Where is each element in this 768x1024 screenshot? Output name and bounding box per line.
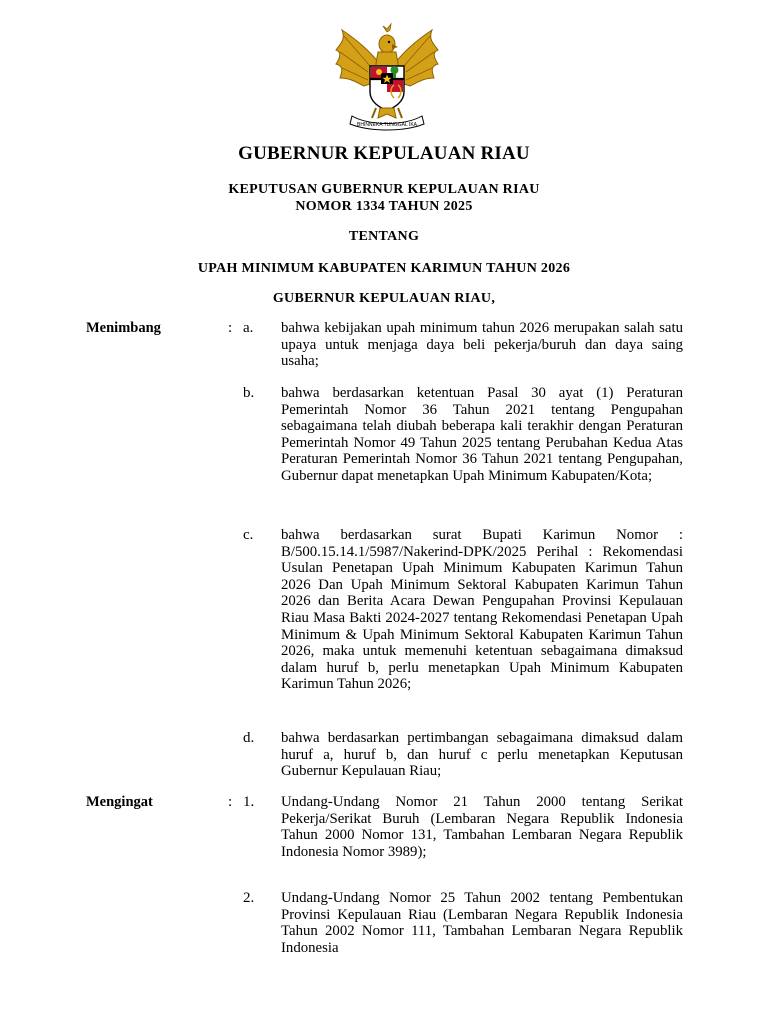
mengingat-item-1: Undang-Undang Nomor 21 Tahun 2000 tentang Serikat Pekerja/Serikat Buruh (Lembaran Negara Republik Indonesia Tahun 2000 Nomor 131, Tambahan Lembaran Negara Republik Indonesia Nomor 3989); — [281, 794, 683, 860]
issuer-line: GUBERNUR KEPULAUAN RIAU, — [272, 291, 496, 306]
mengingat-item-2: Undang-Undang Nomor 25 Tahun 2002 tentang Pembentukan Provinsi Kepulauan Riau (Lembaran Negara Republik Indonesia Tahun 2002 Nomor 111, Tambahan Lembaran Negara Republik Indonesia — [281, 890, 683, 956]
menimbang-marker-d: d. — [243, 730, 255, 746]
menimbang-marker-c: c. — [243, 527, 254, 543]
menimbang-item-d: bahwa berdasarkan pertimbangan sebagaimana dimaksud dalam huruf a, huruf b, dan huruf c perlu menetapkan Keputusan Gubernur Kepulauan Riau; — [281, 730, 683, 780]
mengingat-marker-2: 2. — [243, 890, 255, 906]
garuda-emblem-icon — [330, 22, 444, 134]
mengingat-label: Mengingat — [86, 794, 153, 810]
menimbang-label: Menimbang — [86, 320, 161, 336]
menimbang-marker-a: a. — [243, 320, 254, 336]
governor-title: GUBERNUR KEPULAUAN RIAU — [238, 143, 530, 164]
decree-subject: UPAH MINIMUM KABUPATEN KARIMUN TAHUN 2026 — [197, 261, 571, 276]
menimbang-item-c: bahwa berdasarkan surat Bupati Karimun Nomor : B/500.15.14.1/5987/Nakerind-DPK/2025 Perihal : Rekomendasi Usulan Penetapan Upah Minimum Kabupaten Karimun Tahun 2026 Dan Upah Minimum Sektoral Kabupaten Karimun Tahun 2026 dan Berita Acara Dewan Pengupahan Provinsi Kepulauan Riau Masa Bakti 2024-2027 tentang Rekomendasi Penetapan Upah Minimum & Upah Minimum Sektoral Kabupaten Karimun Tahun 2026, maka untuk memenuhi ketentuan sebagaimana dimaksud dalam huruf b, perlu menetapkan Upah Minimum Kabupaten Karimun Tahun 2026; — [281, 527, 683, 693]
menimbang-item-b: bahwa berdasarkan ketentuan Pasal 30 ayat (1) Peraturan Pemerintah Nomor 36 Tahun 2021 tentang Pengupahan sebagaimana telah diubah beberapa kali terakhir dengan Peraturan Pemerintah Nomor 49 Tahun 2025 tentang Perubahan Kedua Atas Peraturan Pemerintah Nomor 36 Tahun 2021 tentang Pengupahan, Gubernur dapat menetapkan Upah Minimum Kabupaten/Kota; — [281, 385, 683, 484]
menimbang-colon: : — [228, 320, 233, 336]
menimbang-item-a: bahwa kebijakan upah minimum tahun 2026 merupakan salah satu upaya untuk menjaga daya beli pekerja/buruh dan daya saing usaha; — [281, 320, 683, 370]
mengingat-colon: : — [228, 794, 233, 810]
decree-title-line1: KEPUTUSAN GUBERNUR KEPULAUAN RIAU — [228, 182, 540, 197]
decree-number: NOMOR 1334 TAHUN 2025 — [295, 199, 473, 214]
emblem-motto: BHINNEKA TUNGGAL IKA — [356, 122, 418, 128]
mengingat-marker-1: 1. — [243, 794, 255, 810]
menimbang-marker-b: b. — [243, 385, 255, 401]
tentang-heading: TENTANG — [348, 229, 420, 244]
